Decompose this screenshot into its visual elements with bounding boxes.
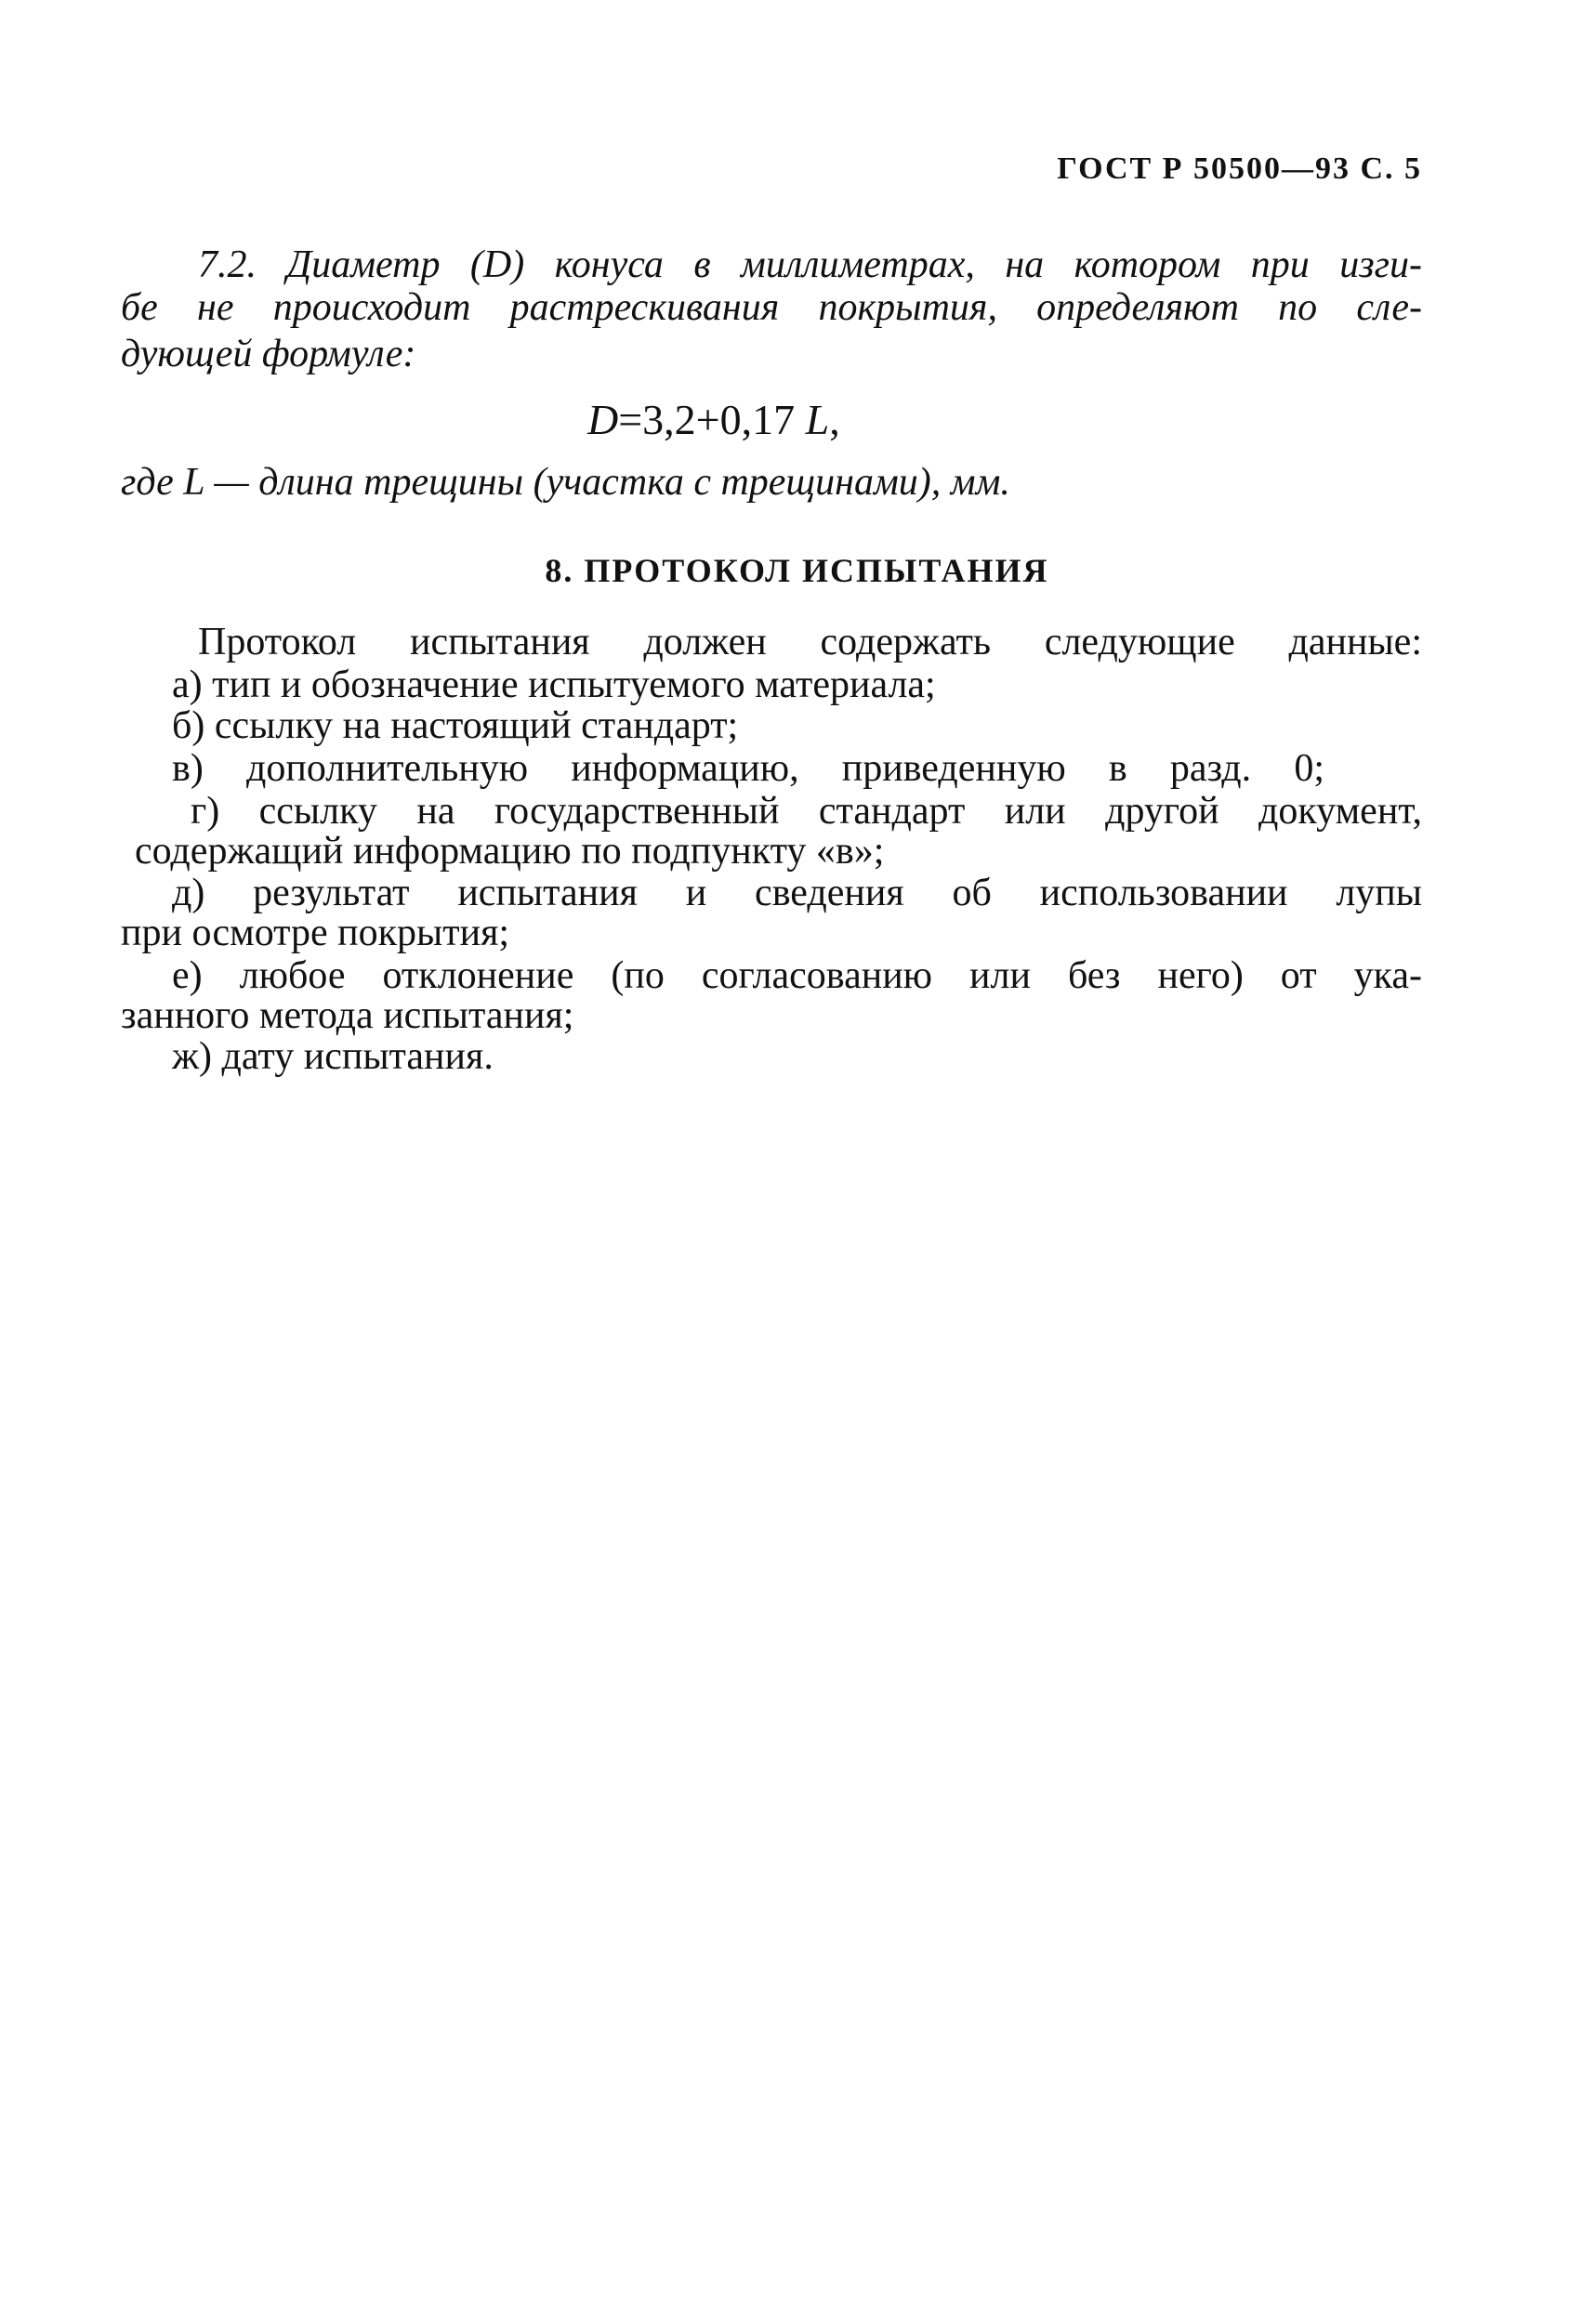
list-item-e-block [172, 954, 1422, 997]
formula-lhs: D [587, 396, 619, 443]
formula-rhs: =3,2+0,17 [618, 396, 796, 443]
list-item-g: г) ссылку на государственный стандарт или другой документ, [191, 790, 1422, 833]
list-item-zh: ж) дату испытания. [172, 1035, 494, 1078]
list-item-g-block [191, 790, 1422, 833]
list-item-e-cont: занного метода испытания; [121, 994, 574, 1037]
list-item-g-cont: содержащий информацию по подпункту «в»; [135, 830, 885, 873]
list-item-d-block [172, 872, 1422, 914]
list-item-v-block [172, 747, 1324, 790]
list-item-v: в) дополнительную информацию, приведенную в разд. 0; [172, 747, 1324, 790]
list-item-a: а) тип и обозначение испытуемого материала; [172, 663, 936, 706]
list-item-b: б) ссылку на настоящий стандарт; [172, 704, 739, 747]
clause-7-2-first-line [198, 243, 1422, 286]
protocol-intro-block [198, 621, 1422, 663]
protocol-intro: Протокол испытания должен содержать следующие данные: [198, 621, 1422, 663]
where-line: где L — длина трещины (участка с трещинами), мм. [121, 461, 1010, 504]
formula [587, 395, 840, 444]
clause-7-2-line-3: дующей формуле: [121, 333, 416, 375]
list-item-d: д) результат испытания и сведения об использовании лупы [172, 872, 1422, 914]
clause-7-2-body [121, 286, 1422, 329]
formula-variable: L [805, 396, 830, 443]
clause-7-2-line-2: бе не происходит растрескивания покрытия, определяют по сле- [121, 286, 1422, 329]
section-title: 8. ПРОТОКОЛ ИСПЫТАНИЯ [545, 552, 1049, 589]
clause-7-2-line-1: 7.2. Диаметр (D) конуса в миллиметрах, на котором при изги- [198, 243, 1422, 286]
list-item-e: е) любое отклонение (по согласованию или без него) от ука- [172, 954, 1422, 997]
page-header: ГОСТ Р 50500—93 С. 5 [1057, 151, 1422, 186]
formula-tail: , [829, 396, 840, 443]
list-item-d-cont: при осмотре покрытия; [121, 912, 510, 954]
